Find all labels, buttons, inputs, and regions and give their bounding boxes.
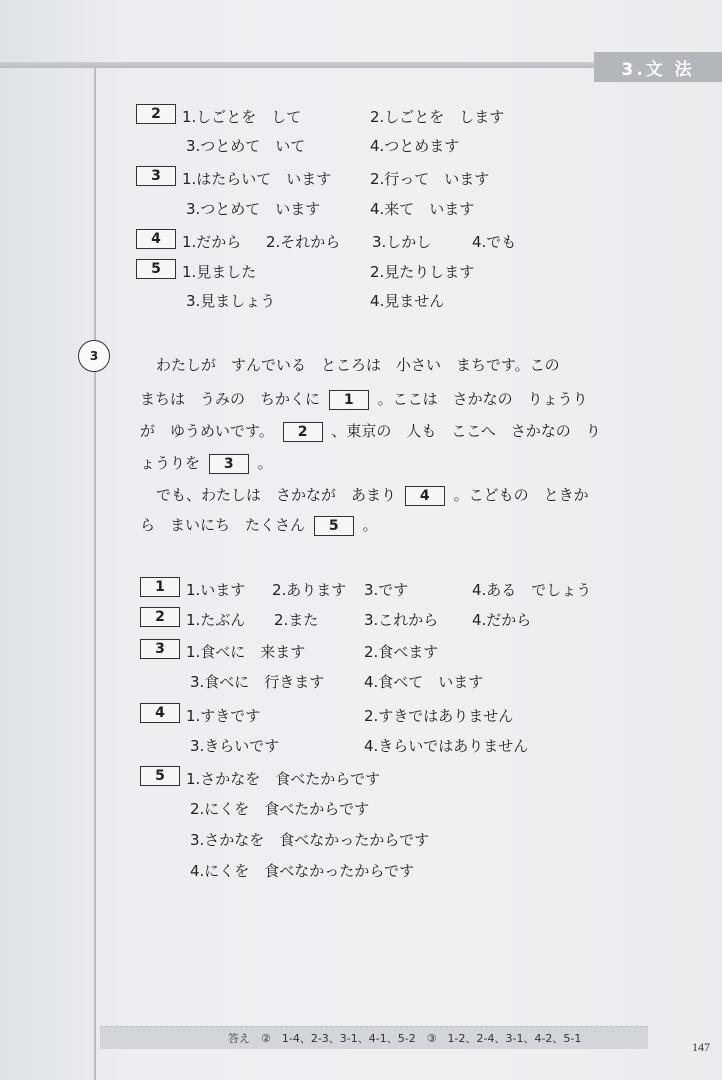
option: 3.食べに 行きます	[190, 673, 325, 691]
option: 1.さかなを 食べたからです	[186, 770, 381, 788]
passage-line	[140, 388, 588, 410]
top-rule	[0, 62, 600, 68]
option: 2.食べます	[364, 643, 439, 661]
blank-box: 1	[329, 390, 369, 410]
passage-text: まちは うみの ちかくに	[140, 390, 321, 408]
passage-text: 。ここは さかなの りょうり	[377, 390, 588, 408]
option: 3.つとめて います	[186, 200, 321, 218]
passage-text: でも、わたしは さかなが あまり	[156, 486, 397, 504]
answer-key-text: 答え ② 1-4、2-3、3-1、4-1、5-2 ③ 1-2、2-4、3-1、4-2、5-1	[228, 1032, 582, 1045]
option: 3.しかし	[372, 233, 432, 251]
passage-line	[156, 484, 589, 506]
option: 2.あります	[272, 581, 347, 599]
option: 2.しごとを します	[370, 108, 505, 126]
blank-box: 5	[314, 516, 354, 536]
passage-text: ょうりを	[140, 454, 201, 472]
section-header: 3.文 法	[594, 52, 722, 82]
option: 3.きらいです	[190, 737, 280, 755]
answer-key-bar	[100, 1026, 648, 1049]
passage-text: 。	[257, 454, 273, 472]
option: 1.食べに 来ます	[186, 643, 306, 661]
option: 4.ある でしょう	[472, 581, 592, 599]
passage-line	[140, 514, 378, 536]
option: 1.見ました	[182, 263, 257, 281]
option: 4.来て います	[370, 200, 475, 218]
option: 2.すきではありません	[364, 707, 514, 725]
option: 1.すきです	[186, 707, 261, 725]
page-number: 147	[692, 1040, 710, 1054]
passage-line	[140, 420, 601, 442]
answer-box: 2	[136, 104, 176, 124]
option: 2.行って います	[370, 170, 490, 188]
option: 3.これから	[364, 611, 439, 629]
answer-box: 4	[136, 229, 176, 249]
option: 4.だから	[472, 611, 532, 629]
answer-box: 2	[140, 607, 180, 627]
option: 1.だから	[182, 233, 242, 251]
passage-line	[156, 354, 560, 375]
option: 4.見ません	[370, 292, 445, 310]
passage-text: 、東京の 人も ここへ さかなの り	[331, 422, 601, 440]
passage-text: が ゆうめいです。	[140, 422, 274, 440]
answer-box: 4	[140, 703, 180, 723]
passage-text: 。	[362, 516, 378, 534]
option: 2.にくを 食べたからです	[190, 800, 370, 818]
option: 3.見ましょう	[186, 292, 276, 310]
option: 3.です	[364, 581, 409, 599]
option: 2.見たりします	[370, 263, 475, 281]
option: 1.たぶん	[186, 611, 246, 629]
option: 1.しごとを して	[182, 108, 302, 126]
passage-line	[140, 452, 273, 474]
option: 4.でも	[472, 233, 517, 251]
answer-box: 5	[136, 259, 176, 279]
option: 3.つとめて いて	[186, 137, 306, 155]
option: 1.はたらいて います	[182, 170, 332, 188]
passage-text: ら まいにち たくさん	[140, 516, 306, 534]
option: 2.また	[274, 611, 319, 629]
blank-box: 3	[209, 454, 249, 474]
passage-text: わたしが すんでいる ところは 小さい まちです。この	[156, 356, 560, 374]
answer-box: 5	[140, 766, 180, 786]
blank-box: 4	[405, 486, 445, 506]
blank-box: 2	[283, 422, 323, 442]
option: 3.さかなを 食べなかったからです	[190, 831, 430, 849]
option: 2.それから	[266, 233, 341, 251]
option: 1.います	[186, 581, 246, 599]
option: 4.つとめます	[370, 137, 460, 155]
option: 4.きらいではありません	[364, 737, 529, 755]
answer-box: 1	[140, 577, 180, 597]
answer-box: 3	[136, 166, 176, 186]
option: 4.にくを 食べなかったからです	[190, 862, 415, 880]
problem-number-circle: 3	[78, 340, 110, 372]
option: 4.食べて います	[364, 673, 484, 691]
margin-rule	[94, 66, 96, 1080]
passage-text: 。こどもの ときか	[453, 486, 589, 504]
answer-box: 3	[140, 639, 180, 659]
